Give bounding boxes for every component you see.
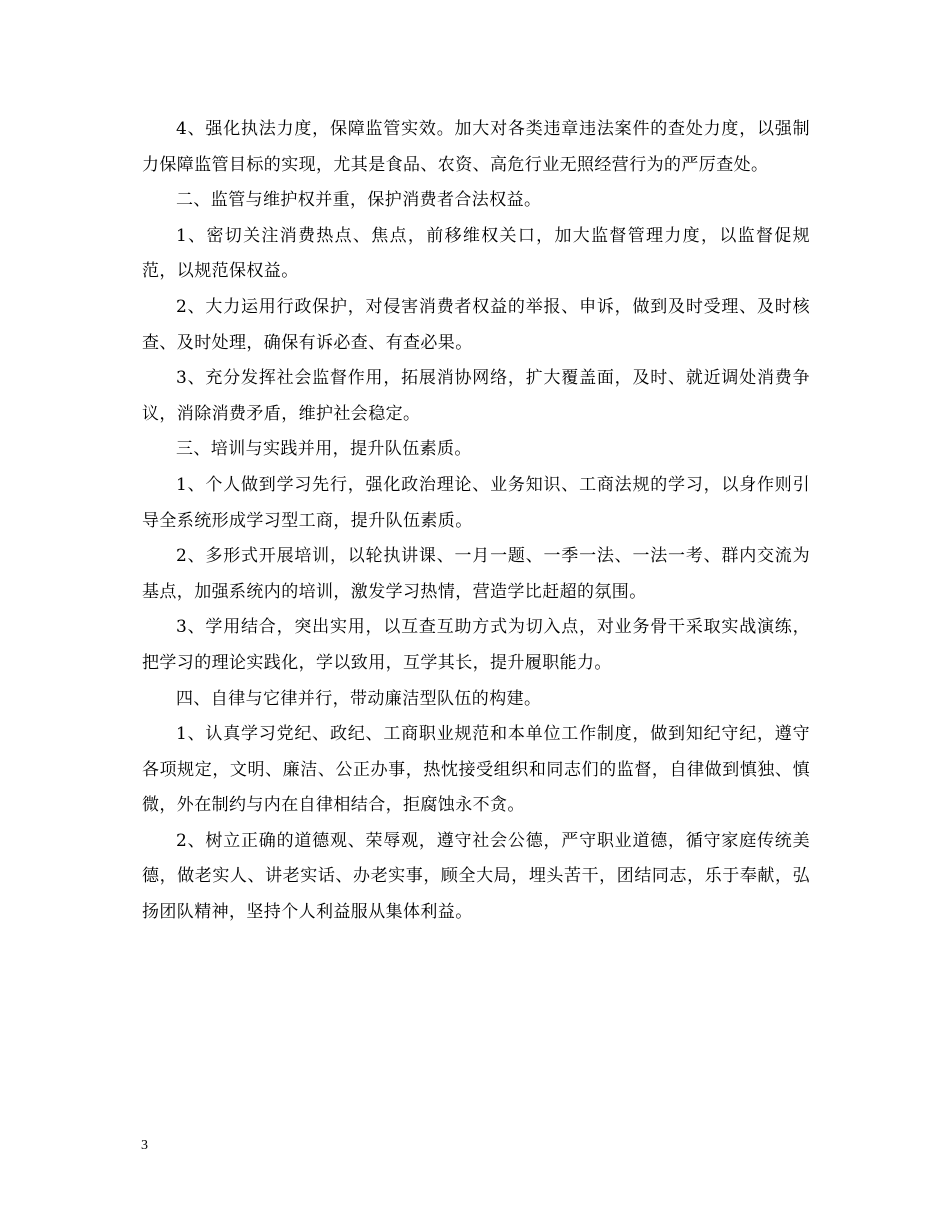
paragraph-item-1-consumer-hotspots: 1、密切关注消费热点、焦点，前移维权关口，加大监督管理力度，以监督促规范，以规范保权益。 xyxy=(142,225,810,282)
paragraph-item-2-administrative-protection: 2、大力运用行政保护，对侵害消费者权益的举报、申诉，做到及时受理、及时核查、及时处理，确保有诉必查、有查必果。 xyxy=(142,296,810,353)
section-heading-3-training: 三、培训与实践并用，提升队伍素质。 xyxy=(176,439,472,460)
paragraph-item-4-enforcement: 4、强化执法力度，保障监管实效。加大对各类违章违法案件的查处力度，以强制力保障监管目标的实现，尤其是食品、农资、高危行业无照经营行为的严厉查处。 xyxy=(142,119,810,175)
paragraph-item-1-learning-first: 1、个人做到学习先行，强化政治理论、业务知识、工商法规的学习，以身作则引导全系统形成学习型工商，提升队伍素质。 xyxy=(142,474,810,531)
paragraph-item-1-discipline-study: 1、认真学习党纪、政纪、工商职业规范和本单位工作制度，做到知纪守纪，遵守各项规定，文明、廉洁、公正办事，热忱接受组织和同志们的监督，自律做到慎独、慎微，外在制约与内在自律相结合，拒腐蚀永不贪。 xyxy=(142,724,810,816)
paragraph-item-2-moral-values: 2、树立正确的道德观、荣辱观，遵守社会公德，严守职业道德，循守家庭传统美德，做老实人、讲老实话、办老实事，顾全大局，埋头苦干，团结同志，乐于奉献，弘扬团队精神，坚持个人利益服从集体利益。 xyxy=(142,830,810,923)
section-heading-4-self-discipline: 四、自律与它律并行，带动廉洁型队伍的构建。 xyxy=(176,688,542,709)
document-body xyxy=(142,112,810,931)
paragraph-item-3-social-supervision: 3、充分发挥社会监督作用，拓展消协网络，扩大覆盖面，及时、就近调处消费争议，消除消费矛盾，维护社会稳定。 xyxy=(142,368,810,424)
paragraph-item-2-training-forms: 2、多形式开展培训，以轮执讲课、一月一题、一季一法、一法一考、群内交流为基点，加强系统内的培训，激发学习热情，营造学比赶超的氛围。 xyxy=(142,546,810,602)
section-heading-2-consumer-rights: 二、监管与维护权并重，保护消费者合法权益。 xyxy=(176,190,542,211)
page-number: 3 xyxy=(141,1138,148,1153)
paragraph-item-3-practical-use: 3、学用结合，突出实用，以互查互助方式为切入点，对业务骨干采取实战演练，把学习的理论实践化，学以致用，互学其长，提升履职能力。 xyxy=(142,617,810,673)
